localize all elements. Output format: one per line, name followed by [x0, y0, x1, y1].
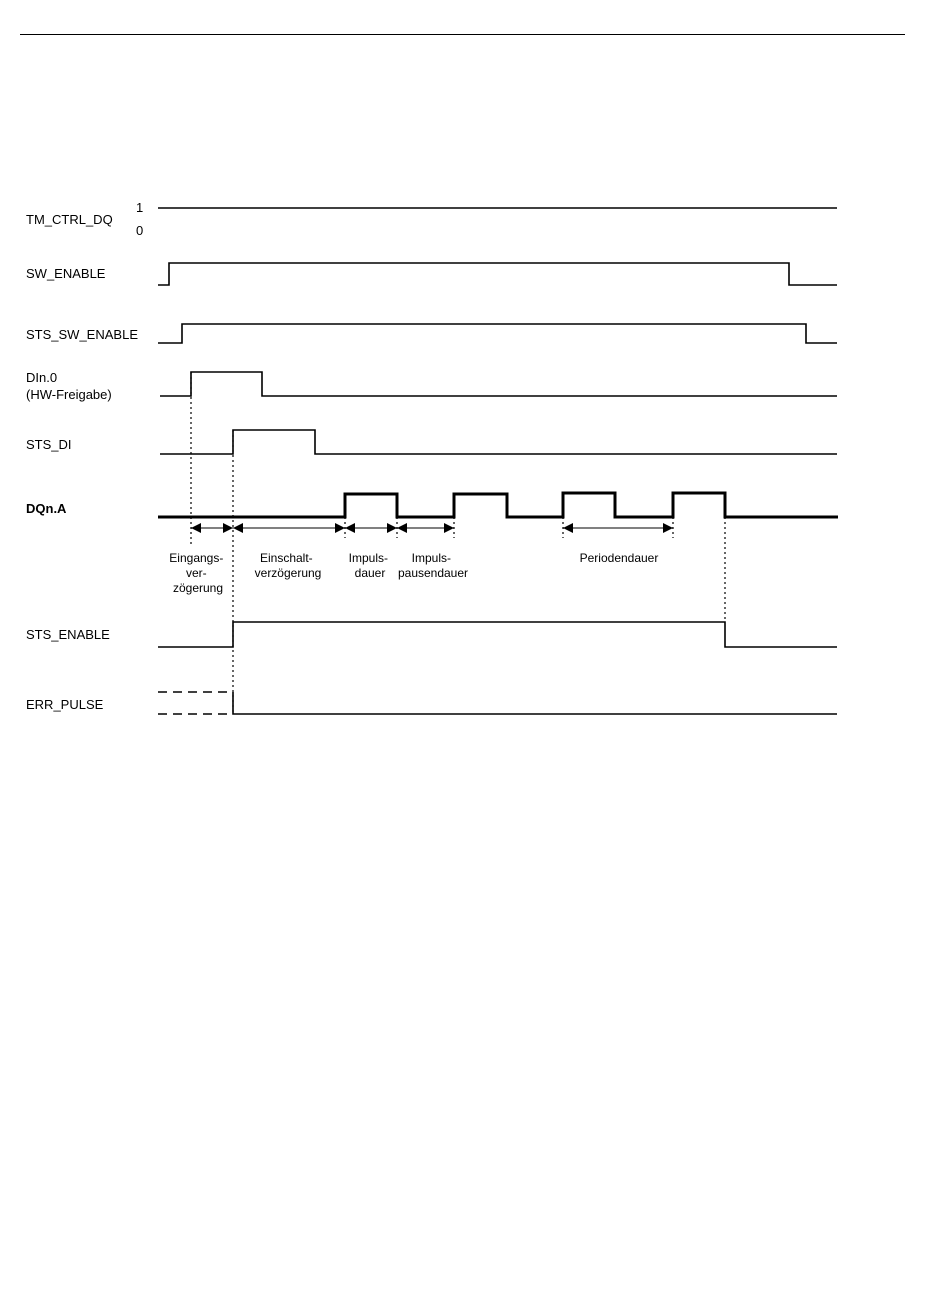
annotation-period — [580, 551, 659, 565]
label-dqn-a: DQn.A — [26, 501, 67, 516]
annotation-pulse-pause-line2: pausendauer — [397, 566, 469, 580]
annotation-input-delay-line3: zögerung — [172, 581, 224, 595]
annotation-input-delay-line1: Eingangs- — [169, 551, 224, 565]
annotation-input-delay — [169, 551, 226, 595]
annotation-pulse-duration — [349, 551, 392, 580]
waveform-sts-enable — [158, 622, 837, 647]
annotation-on-delay — [255, 551, 322, 580]
arrow-input-delay — [191, 523, 233, 533]
annotation-period-line1: Periodendauer — [579, 551, 659, 565]
waveform-sts-di — [160, 430, 837, 454]
annotation-pulse-duration-line1: Impuls- — [348, 551, 388, 565]
label-err-pulse: ERR_PULSE — [26, 697, 104, 712]
waveform-sw-enable — [158, 263, 837, 285]
annotation-pulse-pause — [398, 551, 468, 580]
arrow-on-delay — [233, 523, 345, 533]
annotation-on-delay-line1: Einschalt- — [259, 551, 313, 565]
waveform-dqn-a — [158, 493, 838, 517]
waveform-err-pulse — [233, 692, 837, 714]
annotation-input-delay-line2: ver- — [185, 566, 207, 580]
level-high-label: 1 — [136, 200, 144, 215]
label-sts-di: STS_DI — [26, 437, 72, 452]
annotation-pulse-pause-line1: Impuls- — [411, 551, 451, 565]
annotation-on-delay-line2: verzögerung — [254, 566, 322, 580]
label-sw-enable: SW_ENABLE — [26, 266, 106, 281]
waveform-sts-sw-enable — [158, 324, 837, 343]
waveform-din0 — [160, 372, 837, 396]
arrow-pulse-pause — [397, 523, 454, 533]
label-tm-ctrl-dq: TM_CTRL_DQ — [26, 212, 113, 227]
annotation-pulse-duration-line2: dauer — [354, 566, 386, 580]
label-sts-sw-enable: STS_SW_ENABLE — [26, 327, 138, 342]
level-low-label: 0 — [136, 223, 144, 238]
arrow-pulse-duration — [345, 523, 397, 533]
arrow-period — [563, 523, 673, 533]
label-hw-freigabe: (HW-Freigabe) — [26, 387, 112, 402]
label-sts-enable: STS_ENABLE — [26, 627, 110, 642]
label-din0: DIn.0 — [26, 370, 58, 385]
